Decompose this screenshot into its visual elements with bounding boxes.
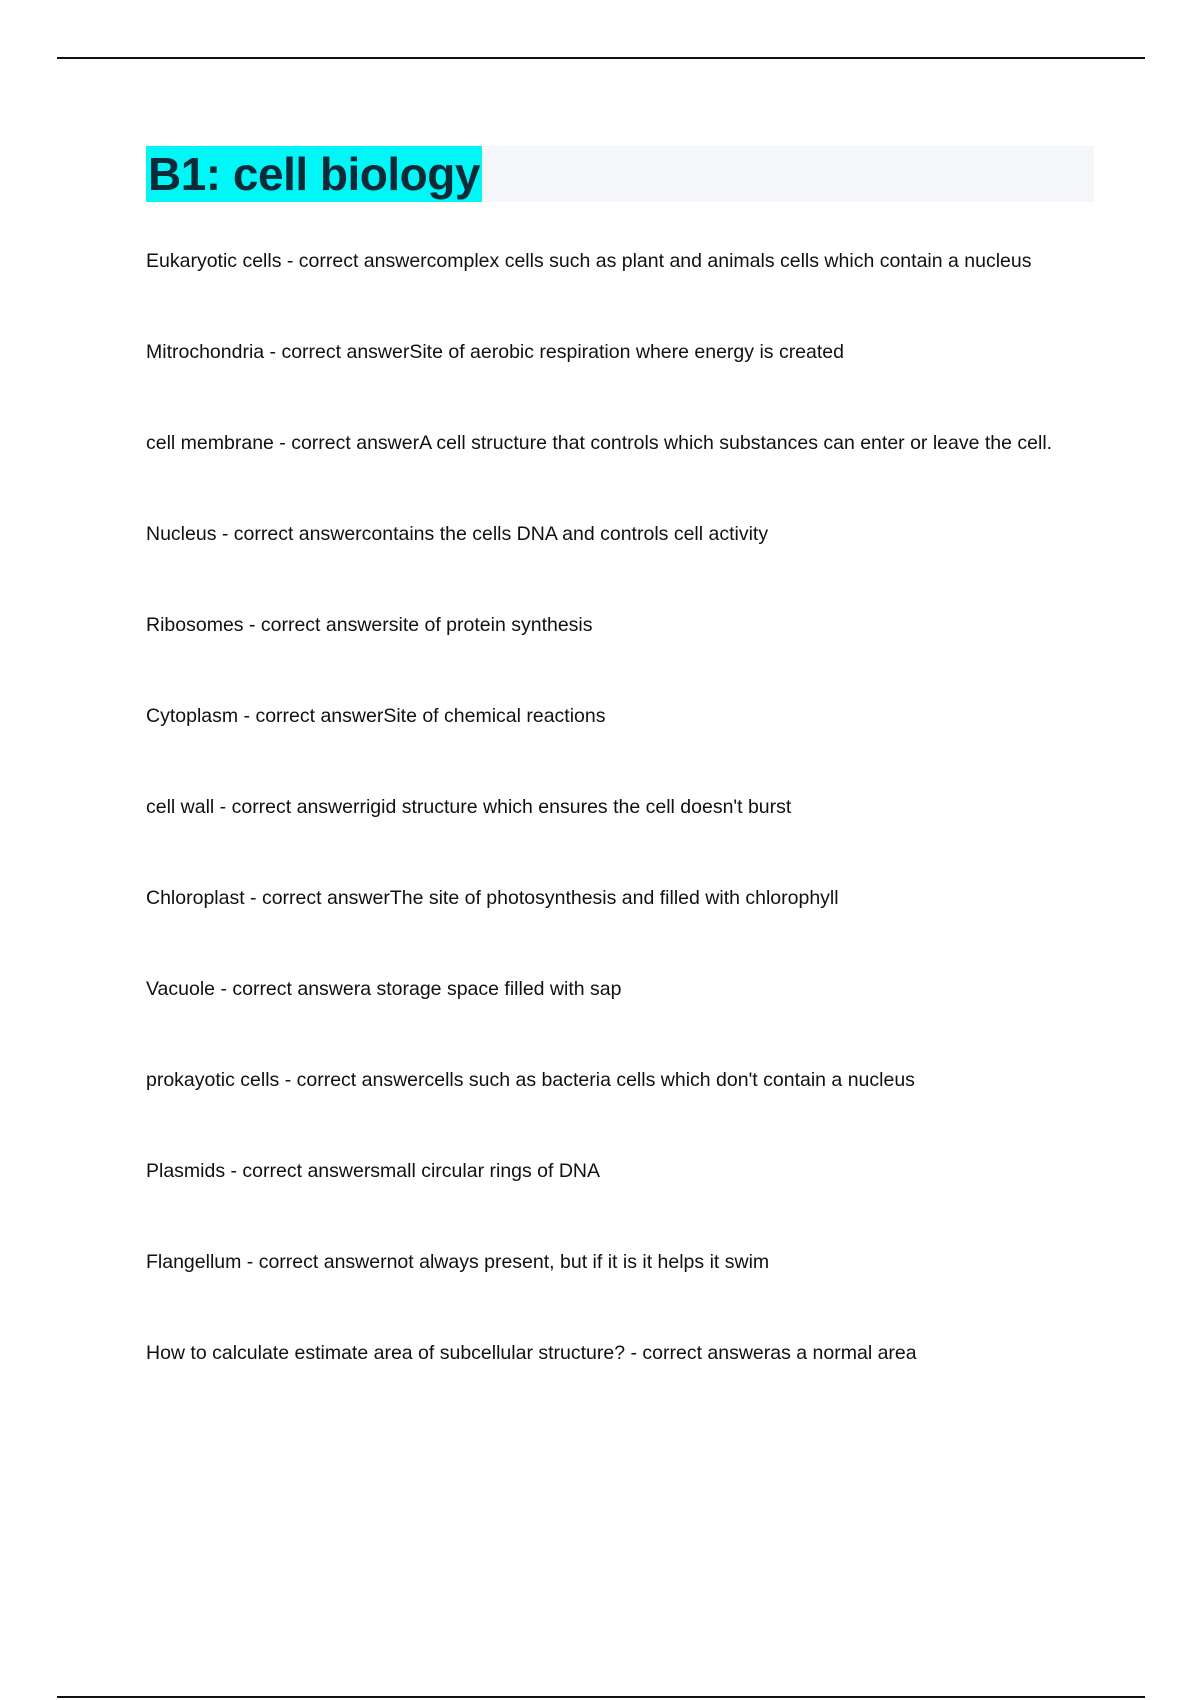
list-item: prokayotic cells - correct answercells such as bacteria cells which don't contain a nucleus: [146, 1069, 915, 1091]
list-item: Chloroplast - correct answerThe site of photosynthesis and filled with chlorophyll: [146, 887, 839, 909]
top-rule: [57, 57, 1145, 59]
list-item: Nucleus - correct answercontains the cells DNA and controls cell activity: [146, 523, 769, 545]
page-title: B1: cell biology: [148, 148, 480, 200]
list-item: Vacuole - correct answera storage space filled with sap: [146, 978, 622, 1000]
list-item: How to calculate estimate area of subcellular structure? - correct answeras a normal area: [146, 1342, 917, 1364]
list-item: cell membrane - correct answerA cell structure that controls which substances can enter or leave the cell.: [146, 432, 1053, 454]
bottom-rule: [57, 1696, 1145, 1698]
flashcard-list: [146, 246, 1096, 1429]
list-item: Cytoplasm - correct answerSite of chemical reactions: [146, 705, 606, 727]
list-item: Ribosomes - correct answersite of protein synthesis: [146, 614, 593, 636]
list-item: cell wall - correct answerrigid structure which ensures the cell doesn't burst: [146, 796, 792, 818]
list-item: Flangellum - correct answernot always present, but if it is it helps it swim: [146, 1251, 770, 1273]
list-item: Mitrochondria - correct answerSite of aerobic respiration where energy is created: [146, 341, 844, 363]
list-item: Eukaryotic cells - correct answercomplex cells such as plant and animals cells which contain a nucleus: [146, 250, 1032, 272]
list-item: Plasmids - correct answersmall circular rings of DNA: [146, 1160, 601, 1182]
